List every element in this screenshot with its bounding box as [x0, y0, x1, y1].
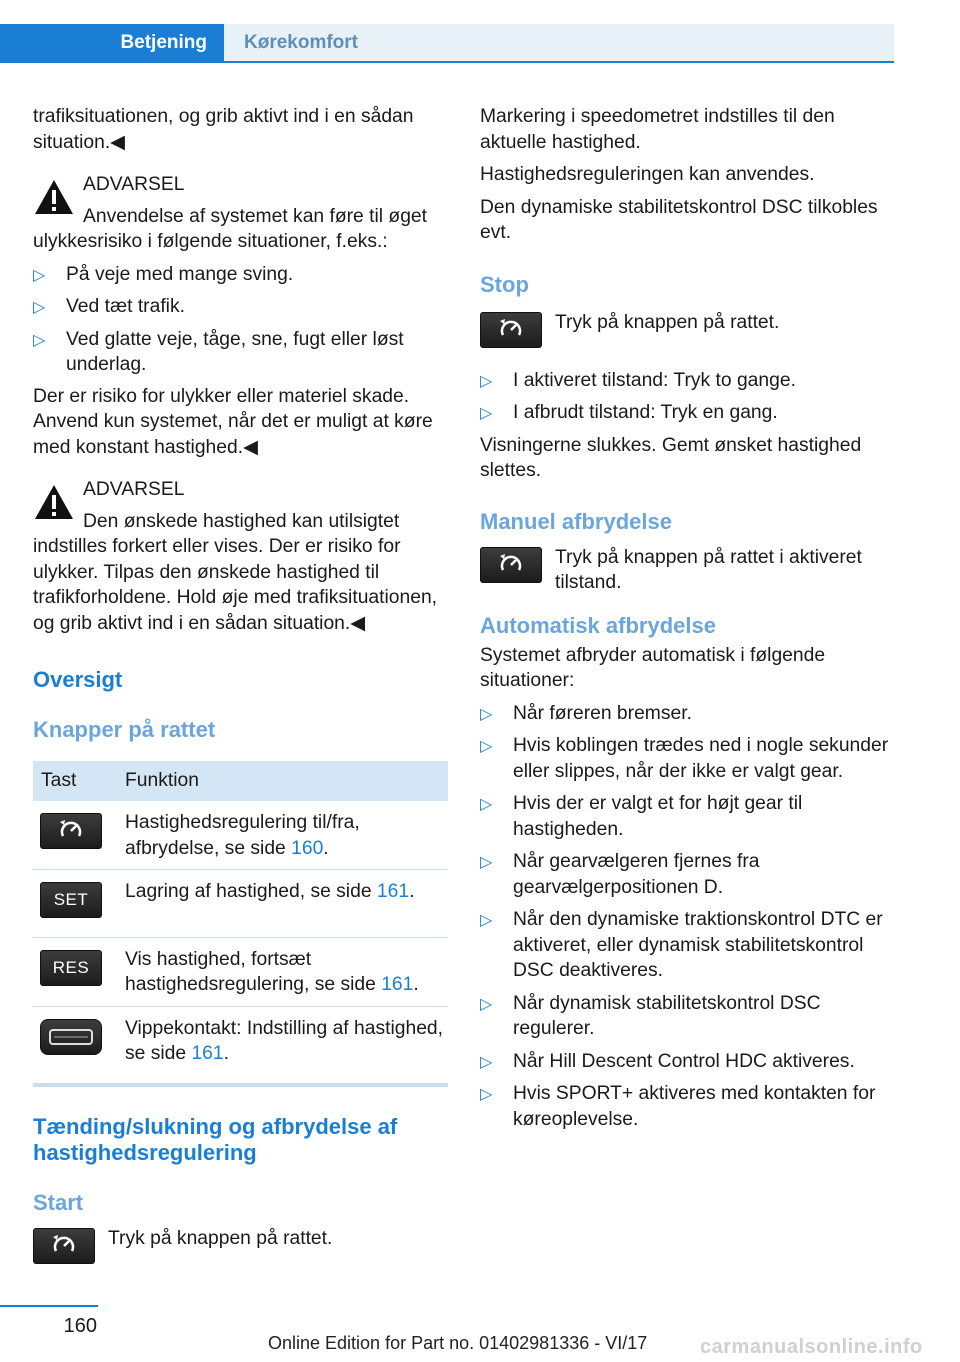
- triangle-bullet-icon: ▷: [480, 372, 493, 390]
- watermark: carmanualsonline.info: [700, 1336, 923, 1358]
- table-cell: Vis hastighed, fortsæt hastighedsregulering, se side 161.: [117, 937, 448, 1006]
- list-item: ▷ Når føreren bremser.: [480, 701, 898, 727]
- heading-manuel: Manuel afbrydelse: [480, 508, 672, 534]
- triangle-bullet-icon: ▷: [480, 405, 493, 422]
- auto-text: Systemet afbryder automatisk i følgende situationer:: [480, 644, 826, 691]
- stop-text: Tryk på knappen på rattet.: [555, 311, 780, 333]
- heading-start: Start: [33, 1189, 84, 1215]
- cruise-control-button-icon: [33, 1228, 95, 1264]
- triangle-bullet-icon: ▷: [480, 1053, 493, 1071]
- warning-1-list: [33, 262, 448, 378]
- heading-auto: Automatisk afbrydelse: [480, 612, 716, 638]
- heading-knapper: Knapper på rattet: [33, 717, 216, 742]
- set-button-icon: SET: [40, 882, 102, 918]
- table-cell: Vippekontakt: Indstilling af hastighed, se side 161.: [117, 1006, 448, 1085]
- page-number: 160: [63, 1315, 97, 1337]
- triangle-bullet-icon: ▷: [480, 912, 493, 929]
- cruise-control-toggle-button-icon: [40, 813, 102, 849]
- warning-1-after: Der er risiko for ulykker eller materiel skade. Anvend kun systemet, når det er muligt at køre med konstant hastighed.◀: [33, 385, 433, 458]
- warning-2-text: Den ønskede hastighed kan utilsigtet indstilles forkert eller vises. Der er risiko for ulykker. Tilpas den ønskede hastighed til trafikforholdene. Hold øje med trafiksituationen, og grib aktivt ind i en sådan situation.◀: [33, 510, 438, 634]
- heading-taending: Tænding/slukning og afbrydelse af hastighedsregulering: [33, 1113, 398, 1165]
- triangle-bullet-icon: ▷: [480, 995, 493, 1013]
- warning-1-text: Anvendelse af systemet kan føre til øget ulykkesrisiko i følgende situationer, f.eks.:: [33, 205, 428, 252]
- heading-oversigt: Oversigt: [33, 667, 123, 692]
- list-item: ▷ Når den dynamiske traktionskontrol DTC er aktiveret, eller dynamisk stabilitetskontrol DSC deaktiveres.: [480, 909, 883, 981]
- list-item: ▷ Ved tæt trafik.: [33, 294, 448, 320]
- stop-list: [480, 368, 898, 426]
- page-link[interactable]: 160: [291, 837, 324, 859]
- start-instruction: [33, 1226, 448, 1266]
- right-p3: Den dynamiske stabilitetskontrol DSC tilkobles evt.: [480, 196, 878, 243]
- list-item: ▷ I aktiveret tilstand: Tryk to gange.: [480, 368, 898, 394]
- list-item: ▷ Hvis koblingen trædes ned i nogle sekunder eller slippes, når der ikke er valgt gear.: [480, 735, 889, 782]
- col-header-funktion: Funktion: [117, 761, 448, 801]
- list-item: ▷ Når gearvælgeren fjernes fra gearvælgerpositionen D.: [480, 851, 760, 898]
- left-column: [33, 104, 448, 1266]
- manuel-text: Tryk på knappen på rattet i aktiveret tilstand.: [555, 546, 862, 593]
- right-p2: Hastighedsreguleringen kan anvendes.: [480, 164, 815, 185]
- table-cell: Lagring af hastighed, se side 161.: [117, 870, 448, 938]
- footer-divider: [0, 1305, 98, 1307]
- table-row: [33, 801, 448, 870]
- table-cell: Hastighedsregulering til/fra, afbrydelse, se side 160.: [117, 801, 448, 870]
- list-item: ▷ Hvis SPORT+ aktiveres med kontakten for køreoplevelse.: [480, 1083, 876, 1130]
- triangle-bullet-icon: ▷: [33, 266, 46, 284]
- warning-block-1: [33, 172, 448, 460]
- right-p1: Markering i speedometret indstilles til den aktuelle hastighed.: [480, 106, 835, 153]
- buttons-table: [33, 761, 448, 1087]
- right-column: [480, 104, 898, 1132]
- table-row: [33, 870, 448, 938]
- triangle-bullet-icon: ▷: [33, 299, 46, 316]
- page-link[interactable]: 161: [381, 974, 414, 995]
- intro-text: trafiksituationen, og grib aktivt ind i en sådan situation.◀: [33, 106, 414, 153]
- page-link[interactable]: 161: [191, 1043, 224, 1064]
- warning-triangle-icon: [33, 178, 75, 216]
- stop-instruction: [480, 310, 898, 355]
- triangle-bullet-icon: ▷: [480, 1086, 493, 1103]
- triangle-bullet-icon: ▷: [33, 331, 46, 349]
- triangle-bullet-icon: ▷: [480, 854, 493, 871]
- tab-betjening[interactable]: Betjening: [0, 24, 224, 61]
- table-header-row: [33, 761, 448, 801]
- rocker-switch-icon: [40, 1019, 102, 1055]
- table-row: [33, 1006, 448, 1085]
- header-divider: [0, 61, 894, 63]
- tab-korekomfort[interactable]: Kørekomfort: [224, 24, 894, 61]
- warning-block-2: [33, 477, 448, 636]
- list-item: ▷ Hvis der er valgt et for højt gear til hastigheden.: [480, 793, 803, 840]
- list-item: ▷ Når Hill Descent Control HDC aktiveres.: [480, 1049, 898, 1075]
- heading-stop: Stop: [480, 271, 529, 297]
- manuel-instruction: [480, 545, 898, 603]
- table-row: [33, 937, 448, 1006]
- warning-triangle-icon: [33, 483, 75, 521]
- cruise-control-button-icon: [480, 312, 542, 348]
- col-header-tast: Tast: [33, 761, 117, 801]
- triangle-bullet-icon: ▷: [480, 705, 493, 723]
- stop-after: Visningerne slukkes. Gemt ønsket hastighed slettes.: [480, 434, 862, 481]
- warning-1-title: ADVARSEL: [83, 174, 185, 195]
- list-item: ▷ Ved glatte veje, tåge, sne, fugt eller løst underlag.: [33, 328, 404, 375]
- warning-2-title: ADVARSEL: [83, 479, 185, 500]
- triangle-bullet-icon: ▷: [480, 796, 493, 813]
- auto-list: [480, 701, 898, 1133]
- cruise-control-button-icon: [480, 547, 542, 583]
- edition-text: Online Edition for Part no. 01402981336 - VI/17: [268, 1333, 648, 1353]
- res-button-icon: RES: [40, 950, 102, 986]
- list-item: ▷ I afbrudt tilstand: Tryk en gang.: [480, 400, 898, 426]
- page-link[interactable]: 161: [376, 881, 410, 902]
- start-text: Tryk på knappen på rattet.: [108, 1227, 333, 1249]
- list-item: ▷ Når dynamisk stabilitetskontrol DSC regulerer.: [480, 992, 821, 1039]
- triangle-bullet-icon: ▷: [480, 738, 493, 755]
- list-item: ▷ På veje med mange sving.: [33, 262, 448, 288]
